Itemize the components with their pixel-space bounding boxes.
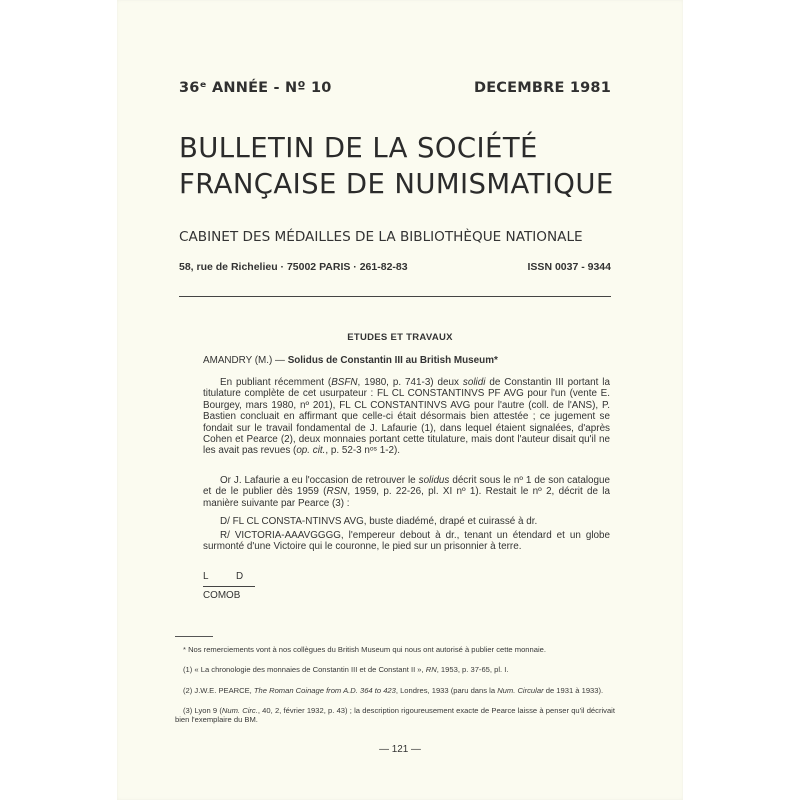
- footnote-1: (1) « La chronologie des monnaies de Constantin III et de Constant II », RN, 1953, p. 37-65, pl. I.: [183, 665, 509, 674]
- section-heading: ETUDES ET TRAVAUX: [347, 332, 453, 343]
- article-author: AMANDRY (M.) —: [203, 355, 288, 366]
- publisher-subtitle: CABINET DES MÉDAILLES DE LA BIBLIOTHÈQUE NATIONALE: [179, 229, 583, 245]
- issue-number: 36ᵉ ANNÉE - Nº 10: [179, 80, 332, 96]
- postal-address: 58, rue de Richelieu · 75002 PARIS · 261-82-83: [179, 261, 408, 273]
- footnote-3: (3) Lyon 9 (Num. Circ., 40, 2, février 1932, p. 43) ; la description rigoureusement exacte de Pearce laisse à penser qu'il décrivait bien l'exemplaire du BM.: [175, 706, 615, 725]
- paragraph-1: En publiant récemment (BSFN, 1980, p. 741-3) deux solidi de Constantin III portant la titulature complète de cet usurpateur : FL CL CONSTANTINVS PF AVG pour l'un (vente E. Bourgey, mars 1980, nº 201), FL CL CONSTANTINVS AVG pour l'autre (coll. de l'ANS), P. Bastien concluait en affirmant que celle-ci était désormais bien attestée ; ce jugement se fondait sur le travail fondamental de J. Lafaurie (1), dans lequel étaient signalées, d'après Cohen et Pearce (2), deux monnaies portant cette titulature, mais dont l'auteur disait qu'il ne les avait pas revues (op. cit., p. 52-3 nᵒˢ 1-2).: [203, 377, 610, 457]
- obverse-description: D/ FL CL CONSTA-NTINVS AVG, buste diadémé, drapé et cuirassé à dr.: [220, 516, 538, 527]
- footnote-divider: [175, 636, 213, 637]
- issue-date: DECEMBRE 1981: [473, 80, 611, 96]
- mint-letter-d: D: [236, 571, 244, 582]
- footnote-star: * Nos remerciements vont à nos collègues du British Museum qui nous ont autorisé à publier cette monnaie.: [183, 645, 547, 654]
- exergue-line: [203, 586, 255, 587]
- footnote-2: (2) J.W.E. PEARCE, The Roman Coinage from A.D. 364 to 423, Londres, 1933 (paru dans la Num. Circular de 1931 à 1933).: [183, 686, 604, 695]
- masthead-line: [179, 80, 611, 100]
- paragraph-2: Or J. Lafaurie a eu l'occasion de retrouver le solidus décrit sous le nº 1 de son catalogue et de le publier dès 1959 (RSN, 1959, p. 22-26, pl. XI nº 1). Restait le nº 2, décrit de la manière suivante par Pearce (3) :: [203, 475, 611, 509]
- page-number: — 121 —: [379, 744, 421, 755]
- title-line-1: BULLETIN DE LA SOCIÉTÉ: [179, 132, 538, 164]
- mint-letter-l: L: [203, 571, 209, 582]
- header-divider: [179, 296, 611, 297]
- issn: ISSN 0037 - 9344: [527, 261, 611, 273]
- exergue-text: COMOB: [203, 590, 241, 601]
- article-heading: [203, 355, 610, 366]
- document-page: [117, 0, 683, 800]
- article-title: Solidus de Constantin III au British Museum*: [287, 355, 498, 366]
- title-line-2: FRANÇAISE DE NUMISMATIQUE: [179, 168, 614, 200]
- address-line: [179, 261, 611, 277]
- reverse-description: R/ VICTORIA-AAAVGGGG, l'empereur debout à dr., tenant un étendard et un globe surmonté d'une Victoire qui le couronne, le pied sur un prisonnier à terre.: [203, 530, 610, 553]
- bulletin-title: [179, 130, 623, 202]
